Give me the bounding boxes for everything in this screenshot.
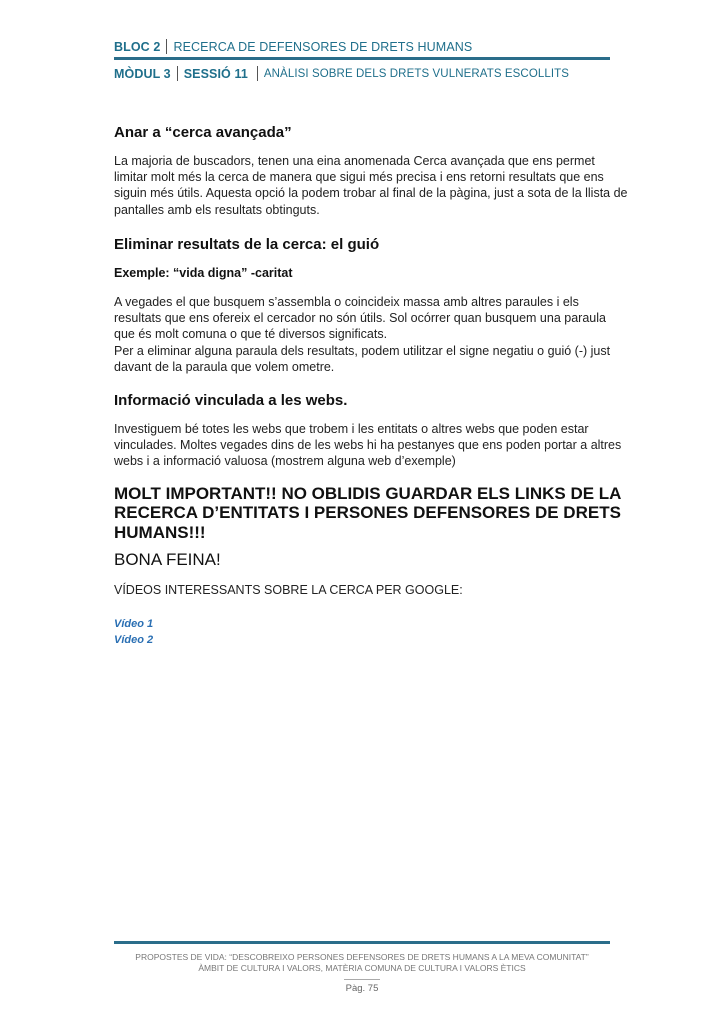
video-1-link[interactable]: Vídeo 1 [114,617,154,630]
header-separator [177,66,178,81]
footer-line-2: ÀMBIT DE CULTURA I VALORS, MATÈRIA COMUNA DE CULTURA I VALORS ÈTICS [198,963,526,973]
video-2-link[interactable]: Vídeo 2 [114,633,154,646]
footer-line-1: PROPOSTES DE VIDA: “DESCOBREIXO PERSONES DEFENSORES DE DRETS HUMANS A LA MEVA COMUNITAT” [135,952,589,962]
sessio-label: SESSIÓ 11 [183,66,248,81]
footer [114,952,610,994]
header-row-modul [114,66,610,81]
section-title-webs: Informació vinculada a les webs. [114,392,348,410]
bona-feina: BONA FEINA! [114,550,221,570]
video-links [114,616,629,648]
sessio-title: ANÀLISI SOBRE DELS DRETS VULNERATS ESCOLLITS [263,67,570,80]
example-text: Exemple: “vida digna” -caritat [114,265,293,280]
section-text-guio-2: Per a eliminar alguna paraula dels resultats, podem utilitzar el signe negatiu o guió (-) just davant de la paraula que volem ometre. [114,343,611,374]
section-text-cerca-avancada: La majoria de buscadors, tenen una eina anomenada Cerca avançada que ens permet limitar molt més la cerca de manera que sigui més precisa i ens retorni resultats que ens siguin més útils. Aquesta opció la podem trobar al final de la pàgina, just a sota de la llista de pantalles amb els resultats obtinguts. [114,154,628,217]
videos-title: VÍDEOS INTERESSANTS SOBRE LA CERCA PER GOOGLE: [114,583,463,598]
bloc-title: RECERCA DE DEFENSORES DE DRETS HUMANS [173,39,473,54]
important-notice: MOLT IMPORTANT!! NO OBLIDIS GUARDAR ELS LINKS DE LA RECERCA D’ENTITATS I PERSONES DEFENSORES DE DRETS HUMANS!!! [114,483,621,542]
header-separator [166,39,167,54]
page-content [114,124,629,648]
section-title-guio: Eliminar resultats de la cerca: el guió [114,235,380,253]
section-text-webs: Investiguem bé totes les webs que trobem i les entitats o altres webs que poden estar vinculades. Moltes vegades dins de les webs hi ha pestanyes que ens poden portar a altres webs i a informació valuosa (mostrem alguna web d’exemple) [114,422,622,469]
header-separator [257,66,258,81]
header-row-bloc [114,39,610,54]
page-number: Pàg. 75 [345,983,379,994]
footer-rule [114,941,610,944]
page-number-divider [344,979,380,980]
modul-label: MÒDUL 3 [114,66,171,81]
bloc-label: BLOC 2 [114,39,161,54]
section-text-guio-1: A vegades el que busquem s’assembla o coincideix massa amb altres paraules i els resultats que ens ofereix el cercador no són útils. Sol ocórrer quan busquem una paraula que és molt comuna o que té diversos significats. [114,295,606,342]
section-title-cerca-avancada: Anar a “cerca avançada” [114,124,292,141]
header-rule [114,57,610,60]
